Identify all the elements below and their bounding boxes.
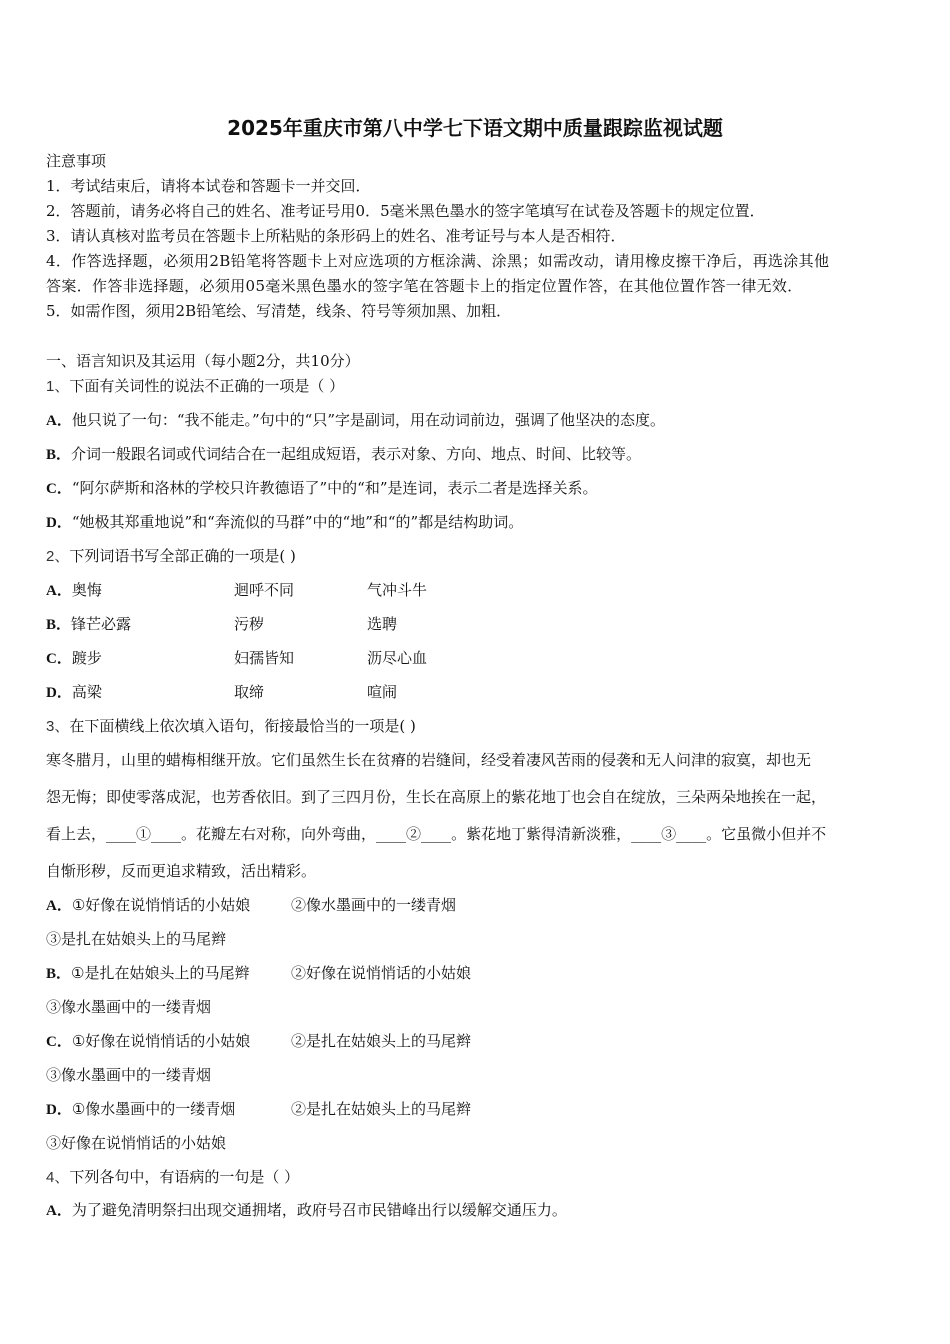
- q3-option-b: [46, 963, 249, 984]
- q3-option-a: [46, 895, 250, 916]
- option-label: A．: [46, 583, 72, 599]
- option-label: B．: [46, 966, 72, 982]
- option-word-1: 高梁: [71, 683, 102, 701]
- option-word-1: 奥悔: [71, 581, 102, 599]
- question-text: 在下面横线上依次填入语句，衔接最恰当的一项是( ): [69, 717, 416, 735]
- option-word-2: 妇孺皆知: [234, 649, 295, 667]
- q2-option-b: [46, 614, 131, 635]
- option-text: 为了避免清明祭扫出现交通拥堵，政府号召市民错峰出行以缓解交通压力。: [71, 1201, 567, 1219]
- q1-option-b: [46, 444, 641, 465]
- option-label: D．: [46, 1102, 72, 1118]
- option-text: ③像水墨画中的一缕青烟: [46, 1066, 212, 1084]
- notice-item: 1．考试结束后，请将本试卷和答题卡一并交回．: [46, 177, 371, 195]
- option-text: ①像水墨画中的一缕青烟: [71, 1100, 236, 1118]
- passage-text: 看上去，: [46, 825, 107, 843]
- option-text: ①好像在说悄悄话的小姑娘: [71, 1032, 251, 1050]
- blank-3: ____③____: [631, 825, 707, 843]
- blank-1: ____①____: [106, 825, 182, 843]
- question-text: 下面有关词性的说法不正确的一项是（ ）: [69, 377, 345, 395]
- option-label: B．: [46, 617, 72, 633]
- option-label: D．: [46, 515, 72, 531]
- option-word-2: 污秽: [234, 615, 265, 633]
- q3-option-c: [46, 1031, 250, 1052]
- q4-option-a: [46, 1200, 567, 1221]
- option-text: ②像水墨画中的一缕青烟: [291, 896, 457, 914]
- option-text: ②是扎在姑娘头上的马尾辫: [291, 1100, 472, 1118]
- question-number: 1、: [46, 378, 70, 395]
- option-text: ③是扎在姑娘头上的马尾辫: [46, 930, 227, 948]
- option-text: ③像水墨画中的一缕青烟: [46, 998, 212, 1016]
- section-heading: 一、语言知识及其运用（每小题2分，共10分）: [46, 352, 360, 370]
- passage-text: 。它虽微小但并不: [706, 825, 827, 843]
- option-text: ③好像在说悄悄话的小姑娘: [46, 1134, 227, 1152]
- q2-option-c: [46, 648, 102, 669]
- option-word-3: 沥尽心血: [367, 649, 428, 667]
- option-text: ②是扎在姑娘头上的马尾辫: [291, 1032, 472, 1050]
- blank-2: ____②____: [376, 825, 452, 843]
- q3-option-d: [46, 1099, 235, 1120]
- passage-line: [46, 824, 826, 844]
- option-word-1: 锋芒必露: [71, 615, 132, 633]
- question-3-stem: [46, 716, 416, 737]
- question-number: 4、: [46, 1169, 70, 1186]
- option-label: D．: [46, 685, 72, 701]
- q1-option-c: [46, 478, 598, 499]
- option-label: C．: [46, 481, 72, 497]
- passage-line: 自惭形秽，反而更追求精致，活出精彩。: [46, 862, 317, 880]
- option-word-3: 气冲斗牛: [367, 581, 428, 599]
- option-text: ②好像在说悄悄话的小姑娘: [291, 964, 472, 982]
- option-text: “阿尔萨斯和洛林的学校只许教德语了”中的“和”是连词，表示二者是选择关系。: [71, 479, 598, 497]
- option-word-3: 选聘: [367, 615, 398, 633]
- question-number: 2、: [46, 548, 70, 565]
- notice-item: 2．答题前，请务必将自己的姓名、准考证号用0．5毫米黑色墨水的签字笔填写在试卷及答题卡的规定位置．: [46, 202, 765, 220]
- notice-item: 5．如需作图，须用2B铅笔绘、写清楚，线条、符号等须加黑、加粗．: [46, 302, 512, 320]
- notice-item: 3．请认真核对监考员在答题卡上所粘贴的条形码上的姓名、准考证号与本人是否相符．: [46, 227, 626, 245]
- passage-line: 寒冬腊月，山里的蜡梅相继开放。它们虽然生长在贫瘠的岩缝间，经受着凄风苦雨的侵袭和无人问津的寂寞，却也无: [46, 751, 812, 769]
- option-word-1: 踱步: [71, 649, 102, 667]
- notice-item: 答案．作答非选择题，必须用05毫米黑色墨水的签字笔在答题卡上的指定位置作答，在其他位置作答一律无效．: [46, 277, 803, 295]
- option-label: C．: [46, 1034, 72, 1050]
- q2-option-d: [46, 682, 102, 703]
- passage-text: 。紫花地丁紫得清新淡雅，: [451, 825, 632, 843]
- option-word-3: 喧闹: [367, 683, 398, 701]
- option-text: 介词一般跟名词或代词结合在一起组成短语，表示对象、方向、地点、时间、比较等。: [71, 445, 642, 463]
- page-title: 2025年重庆市第八中学七下语文期中质量跟踪监视试题: [227, 116, 723, 140]
- option-text: ①好像在说悄悄话的小姑娘: [71, 896, 251, 914]
- passage-line: 怨无悔；即使零落成泥，也芳香依旧。到了三四月份，生长在高原上的紫花地丁也会自在绽放，三朵两朵地挨在一起，: [46, 788, 827, 806]
- question-4-stem: [46, 1167, 299, 1188]
- option-text: 他只说了一句：“我不能走。”句中的“只”字是副词，用在动词前边，强调了他坚决的态度。: [71, 411, 666, 429]
- question-text: 下列词语书写全部正确的一项是( ): [69, 547, 296, 565]
- passage-text: 。花瓣左右对称，向外弯曲，: [181, 825, 377, 843]
- q1-option-a: [46, 410, 665, 431]
- option-word-2: 迴呼不同: [234, 581, 295, 599]
- notice-heading: 注意事项: [46, 152, 107, 170]
- option-label: A．: [46, 413, 72, 429]
- option-label: C．: [46, 651, 72, 667]
- option-word-2: 取缔: [234, 683, 265, 701]
- q1-option-d: [46, 512, 523, 533]
- option-label: A．: [46, 898, 72, 914]
- option-text: “她极其郑重地说”和“奔流似的马群”中的“地”和“的”都是结构助词。: [71, 513, 524, 531]
- question-2-stem: [46, 546, 296, 567]
- question-number: 3、: [46, 718, 70, 735]
- option-label: B．: [46, 447, 72, 463]
- q2-option-a: [46, 580, 102, 601]
- question-1-stem: [46, 376, 344, 397]
- notice-item: 4．作答选择题，必须用2B铅笔将答题卡上对应选项的方框涂满、涂黑；如需改动，请用橡皮擦干净后，再选涂其他: [46, 252, 830, 270]
- option-text: ①是扎在姑娘头上的马尾辫: [71, 964, 250, 982]
- question-text: 下列各句中，有语病的一句是（ ）: [69, 1168, 300, 1186]
- option-label: A．: [46, 1203, 72, 1219]
